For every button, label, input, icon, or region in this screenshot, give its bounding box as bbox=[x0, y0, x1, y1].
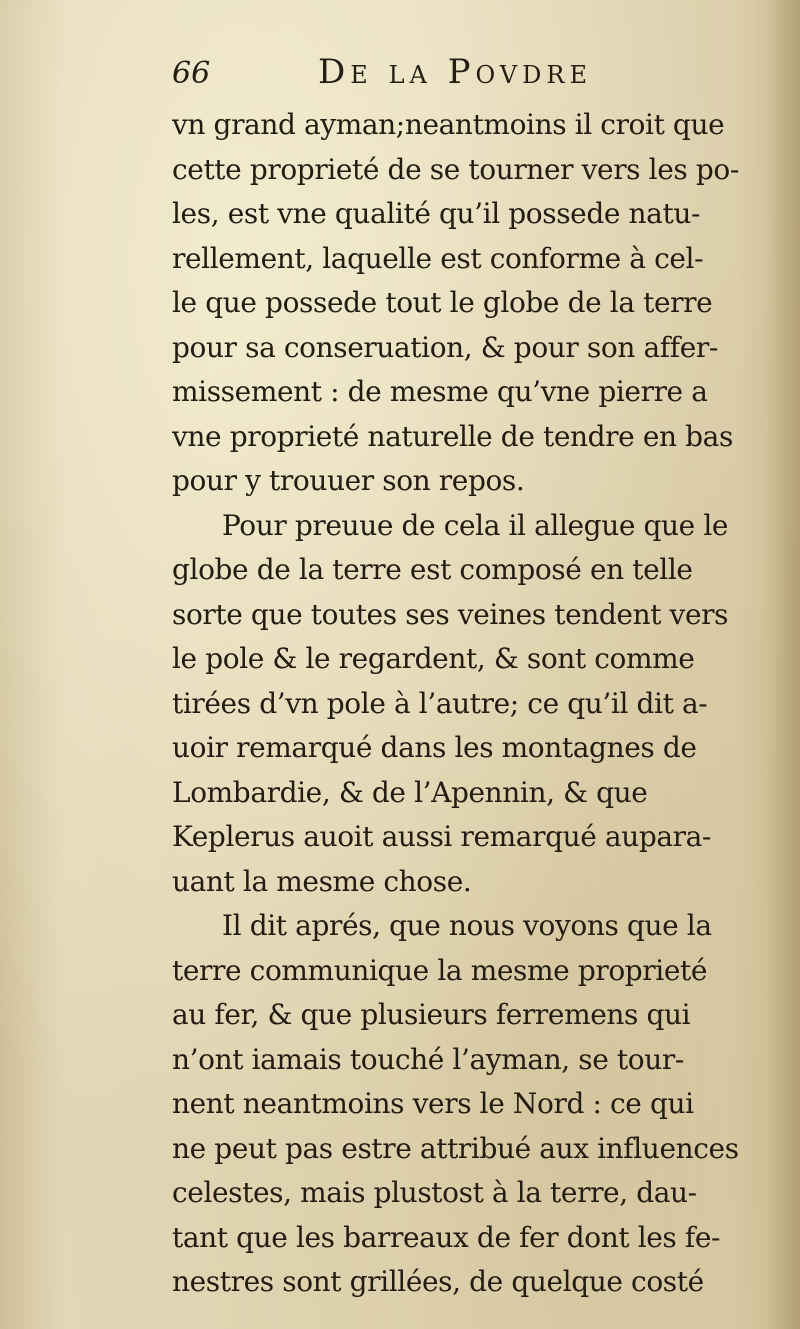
page-header bbox=[172, 52, 772, 98]
text-line: le que possede tout le globe de la terre bbox=[172, 286, 713, 319]
text-line: au fer, & que plusieurs ferremens qui bbox=[172, 998, 691, 1031]
text-line: Keplerus auoit aussi remarqué aupara- bbox=[172, 820, 711, 853]
text-line: uant la mesme chose. bbox=[172, 864, 472, 898]
text-line: globe de la terre est composé en telle bbox=[172, 553, 693, 586]
text-line: tant que les barreaux de fer dont les fe- bbox=[172, 1220, 721, 1254]
text-line: terre communique la mesme proprieté bbox=[172, 953, 708, 987]
text-line: uoir remarqué dans les montagnes de bbox=[172, 731, 697, 764]
text-line: tirées d’vn pole à l’autre; ce qu’il dit a- bbox=[172, 686, 708, 720]
text-line: pour sa conseruation, & pour son affer- bbox=[172, 330, 718, 364]
body-text bbox=[172, 103, 772, 1305]
text-line: cette proprieté de se tourner vers les po- bbox=[172, 152, 739, 186]
text-line: nent neantmoins vers le Nord : ce qui bbox=[172, 1087, 694, 1120]
text-line: vn grand ayman;neantmoins il croit que bbox=[172, 108, 725, 141]
text-line: ne peut pas estre attribué aux influences bbox=[172, 1131, 739, 1165]
paragraph-start-line: Il dit aprés, que nous voyons que la bbox=[222, 909, 712, 942]
text-line: Lombardie, & de l’Apennin, & que bbox=[172, 775, 648, 809]
text-line: n’ont iamais touché l’ayman, se tour- bbox=[172, 1042, 684, 1076]
text-line: le pole & le regardent, & sont comme bbox=[172, 642, 695, 675]
text-line: missement : de mesme qu’vne pierre a bbox=[172, 375, 708, 408]
paragraph-start-line: Pour preuue de cela il allegue que le bbox=[222, 508, 729, 542]
text-line: nestres sont grillées, de quelque costé bbox=[172, 1265, 704, 1298]
text-line: les, est vne qualité qu’il possede natu- bbox=[172, 197, 701, 230]
text-line: sorte que toutes ses veines tendent vers bbox=[172, 597, 729, 631]
text-line: pour y trouuer son repos. bbox=[172, 464, 525, 497]
text-line: celestes, mais plustost à la terre, dau- bbox=[172, 1176, 697, 1209]
text-line: rellement, laquelle est conforme à cel- bbox=[172, 241, 704, 275]
text-line: vne proprieté naturelle de tendre en bas bbox=[172, 419, 733, 453]
page-number: 66 bbox=[172, 56, 211, 91]
running-title: De la Povdre bbox=[318, 52, 592, 92]
